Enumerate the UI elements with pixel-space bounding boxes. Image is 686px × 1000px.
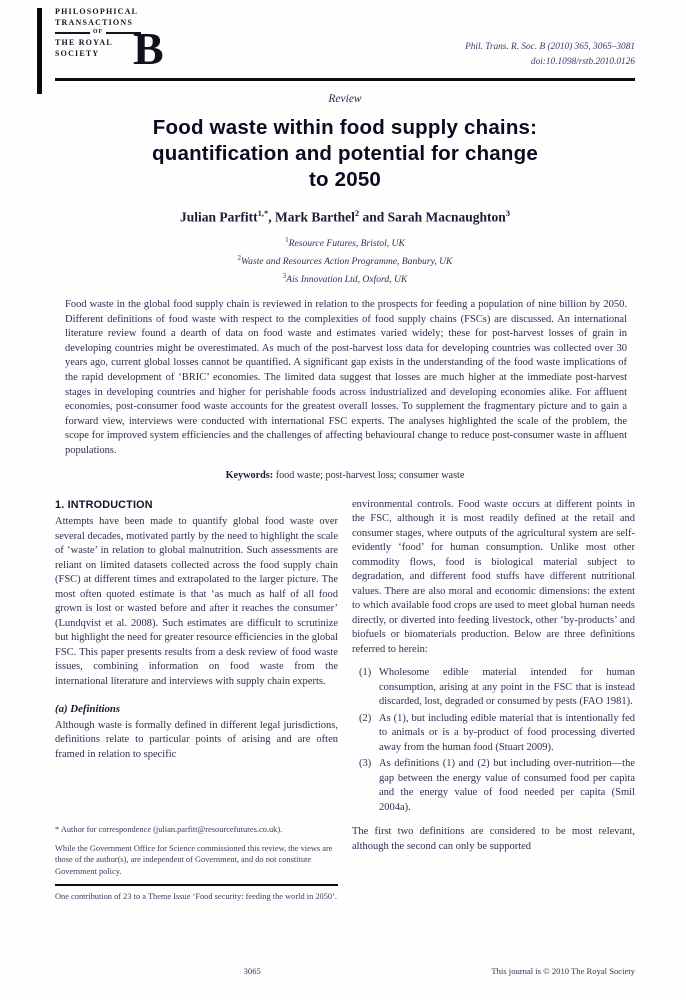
subsection-heading-definitions: (a) Definitions [55,703,121,716]
author-name: , Mark Barthel [268,209,355,225]
list-item [359,666,635,710]
list-text: As (1), but including edible material that is intentionally fed to animals or is a by-product of food processing diverted away from the human food (Stuart 2009). [379,712,635,753]
author-byline [55,208,635,226]
affiliation: $^1$Resource Futures, Bristol, UK [285,235,405,249]
footnotes [55,824,338,910]
keywords-text: food waste; post-harvest loss; consumer waste [273,469,465,481]
journal-citation [465,40,635,78]
author-superscript: 1,* [257,208,269,218]
definitions-list [352,666,635,815]
two-column-body [55,498,635,910]
logo-line: THE ROYAL [55,38,113,47]
keywords-line [55,470,635,481]
list-item [359,757,635,815]
continued-paragraph: environmental controls. Food waste occurs at different points in the FSC, although it is most readily defined at the retail and consumer stages, where outputs of the agricultural system are self-evidently ‘food’ for human consumption. Unlike most other commodity flows, food is biological material subject to degradation, and different food stuffs have different nutritional values. There are also moral and economic dimensions: the extent to which available food crops are used to meet global human needs directly, or diverted into feeding livestock, other ‘by-products’ and biofuels or biomaterials production. Below are three definitions referred to herein: [352,498,635,655]
author-name: Julian Parfitt [179,209,258,225]
copyright-note: This journal is © 2010 The Royal Society [491,966,635,976]
article-title [55,115,635,193]
masthead [55,0,635,78]
journal-b-mark-icon: B [133,23,164,74]
page-number: 3065 [243,966,261,976]
affiliation: $^2$Waste and Resources Action Programme, Banbury, UK [237,253,453,267]
theme-issue-footnote: One contribution of 23 to a Theme Issue ‘Food security: feeding the world in 2050’. [55,884,338,903]
citation-reference: Phil. Trans. R. Soc. B (2010) 365, 3065–3081 [465,42,635,52]
author-superscript: 2 [354,208,360,218]
list-marker: (3) [359,758,372,770]
left-column [55,498,338,910]
logo-line: TRANSACTIONS [55,18,133,27]
royal-society-logo [55,4,183,78]
list-text: As definitions (1) and (2) but including over-nutrition—the gap between the energy value of consumed food per capita and the energy value of food needed per capita (Smil 2004a). [379,758,635,813]
abstract: Food waste in the global food supply chain is reviewed in relation to the prospects for feeding a population of nine billion by 2050. Different definitions of food waste with respect to the complexities of food supply chains (FSCs) are discussed. An international literature review found a dearth of data on food waste and estimates varied widely; these for post-harvest losses of grain in developing countries might be overestimated. As much of the post-harvest loss data for developing countries was collected over 30 years ago, current global losses cannot be quantified. A significant gap exists in the understanding of the food waste implications of the rapid development of ‘BRIC’ economies. The limited data suggest that losses are much higher at the immediate post-harvest stages in developing countries and higher for perishable foods across industrialized and developing economies alike. For affluent economies, post-consumer food waste accounts for the greatest overall losses. To supplement the fragmentary picture and to gain a forward view, interviews were conducted with international FSC experts. The analyses highlighted the scale of the problem, the scope for improved system efficiencies and the challenges of affecting behavioural change to reduce post-consumer waste in affluent populations. [65,299,627,456]
list-item [359,712,635,756]
title-line: Food waste within food supply chains: [152,116,538,139]
introduction-paragraph: Attempts have been made to quantify global food waste over several decades, motivated partly by the need to highlight the scale of ‘waste’ in relation to global malnutrition. Such assessments are reliant on limited datasets collected across the food supply chain (FSC) at different times and extrapolated to the larger picture. The most often quoted estimate is that ‘as much as half of all food grown is lost or wasted before and after it reaches the consumer’ (Lundqvist et al. 2008). Such estimates are difficult to scrutinize but highlight the need for greater resource efficiencies in the global FSC. This paper presents results from a desk review of food waste issues, combining information on food waste from the international literature and interviews with supply chain experts. [55,516,338,687]
list-marker: (1) [359,667,372,679]
right-column [352,498,635,910]
logo-of-line: OF [55,28,141,37]
scan-edge-artifact [37,8,42,94]
keywords-label: Keywords: [225,469,274,481]
title-line: to 2050 [308,168,382,191]
article-type: Review [328,93,362,105]
affiliation: $^3$Ais Innovation Ltd, Oxford, UK [282,271,408,286]
author-superscript: 3 [505,208,511,218]
logo-line: SOCIETY [55,49,100,58]
affiliations [55,233,635,288]
section-heading-introduction: 1. INTRODUCTION [55,498,153,511]
logo-line: PHILOSOPHICAL [55,7,139,16]
list-marker: (2) [359,712,372,724]
disclaimer-footnote: While the Government Office for Science commissioned this review, the views are those of the author(s), are independent of Government, and do not constitute Government policy. [55,843,333,876]
list-text: Wholesome edible material intended for human consumption, arising at any point in the FSC that is instead discarded, lost, degraded or consumed by pests (FAO 1981). [379,667,635,708]
page-footer [55,966,635,978]
correspondence-footnote: * Author for correspondence (julian.parfitt@resourcefutures.co.uk). [55,825,283,835]
author-name: and Sarah Macnaughton [359,209,506,225]
header-rule [55,78,635,81]
definitions-paragraph: Although waste is formally defined in different legal jurisdictions, definitions relate to particular points of arising and are often framed in relation to specific [55,719,338,760]
title-line: quantification and potential for change [152,142,538,165]
closing-paragraph: The first two definitions are considered to be most relevant, although the second can only be supported [352,826,635,852]
citation-doi: doi:10.1098/rstb.2010.0126 [530,57,635,67]
